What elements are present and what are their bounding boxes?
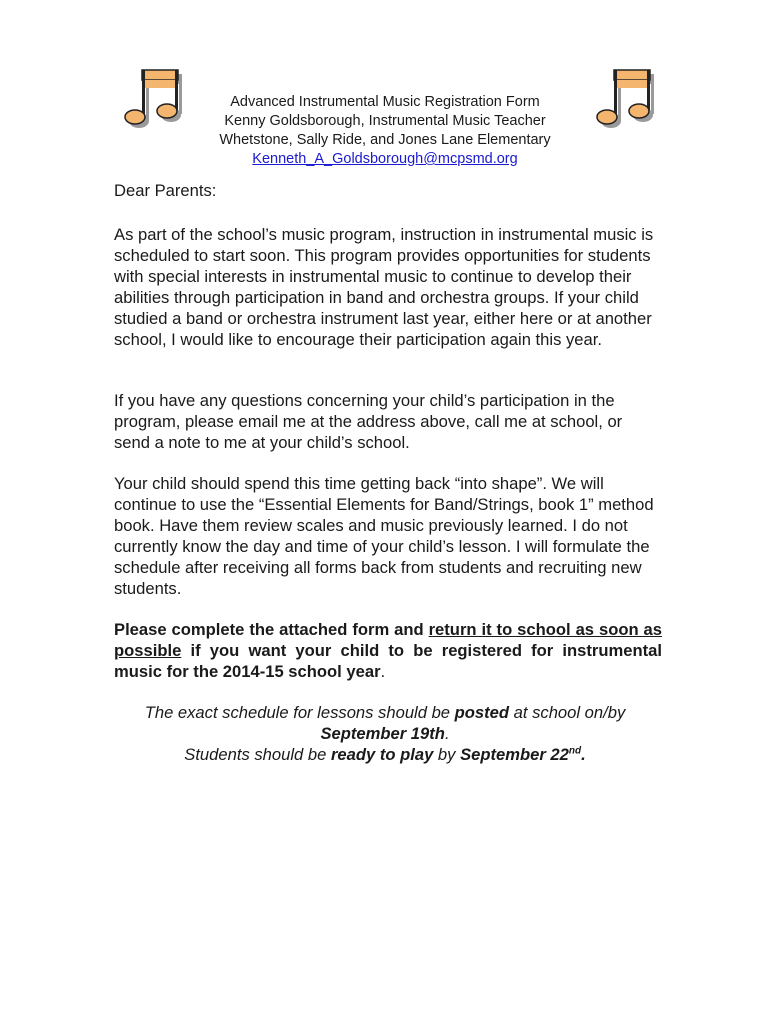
schedule-line-1-b: at school on/by [509, 703, 626, 722]
letter-header [185, 93, 585, 169]
schedule-line-3-b: by [433, 745, 461, 764]
schedule-line-3-a: Students should be [184, 745, 331, 764]
schedule-date-posted: September 19th [320, 724, 445, 743]
schedule-line-3 [100, 744, 670, 765]
instructions-end: . [380, 662, 386, 681]
instructions-underlined: return it to school as soon as possible [114, 620, 662, 660]
schedule-date-play: September 22 [460, 745, 569, 764]
schedule-line-3-bold: ready to play [330, 745, 434, 764]
schedule-line-1-a: The exact schedule for lessons should be [144, 703, 455, 722]
schools-list: Whetstone, Sally Ride, and Jones Lane Elementary [219, 132, 551, 148]
schedule-line-1 [100, 702, 670, 723]
instructions-part1: Please complete the attached form and [114, 620, 429, 639]
paragraph-preparation: Your child should spend this time getting back “into shape”. We will continue to use the “Essential Elements for Band/Strings, book 1” method book. Have them review scales and music previously learned. I do not currently know the day and time of your child’s lesson. I will formulate the schedule after receiving all forms back from students and recruiting new students. [114, 474, 654, 598]
teacher-name: Kenny Goldsborough, Instrumental Music Teacher [224, 113, 546, 129]
form-title: Advanced Instrumental Music Registration Form [230, 94, 540, 110]
email-link[interactable]: Kenneth_A_Goldsborough@mcpsmd.org [252, 151, 518, 167]
paragraph-questions: If you have any questions concerning your child’s participation in the program, please email me at the address above, call me at school, or send a note to me at your child’s school. [114, 391, 623, 452]
paragraph-program-intro: As part of the school’s music program, instruction in instrumental music is scheduled to start soon. This program provides opportunities for students with special interests in instrumental music to continue to develop their abilities through participation in band and orchestra groups. If your child studied a band or orchestra instrument last year, either here or at another school, I would like to encourage their participation again this year. [114, 225, 654, 349]
schedule-line-3-end: . [581, 745, 586, 764]
salutation: Dear Parents: [114, 181, 217, 200]
schedule-line-1-bold: posted [454, 703, 510, 722]
schedule-line-2-end: . [444, 724, 450, 743]
music-notes-icon [122, 66, 182, 132]
paragraph-instructions [114, 619, 662, 682]
schedule-line-2 [100, 723, 670, 744]
music-notes-icon [594, 66, 654, 132]
instructions-part2: if you want your child to be registered for instrumental music for the 2014-15 school year [114, 641, 662, 681]
schedule-notes [100, 702, 670, 765]
date-suffix: nd [568, 745, 582, 757]
